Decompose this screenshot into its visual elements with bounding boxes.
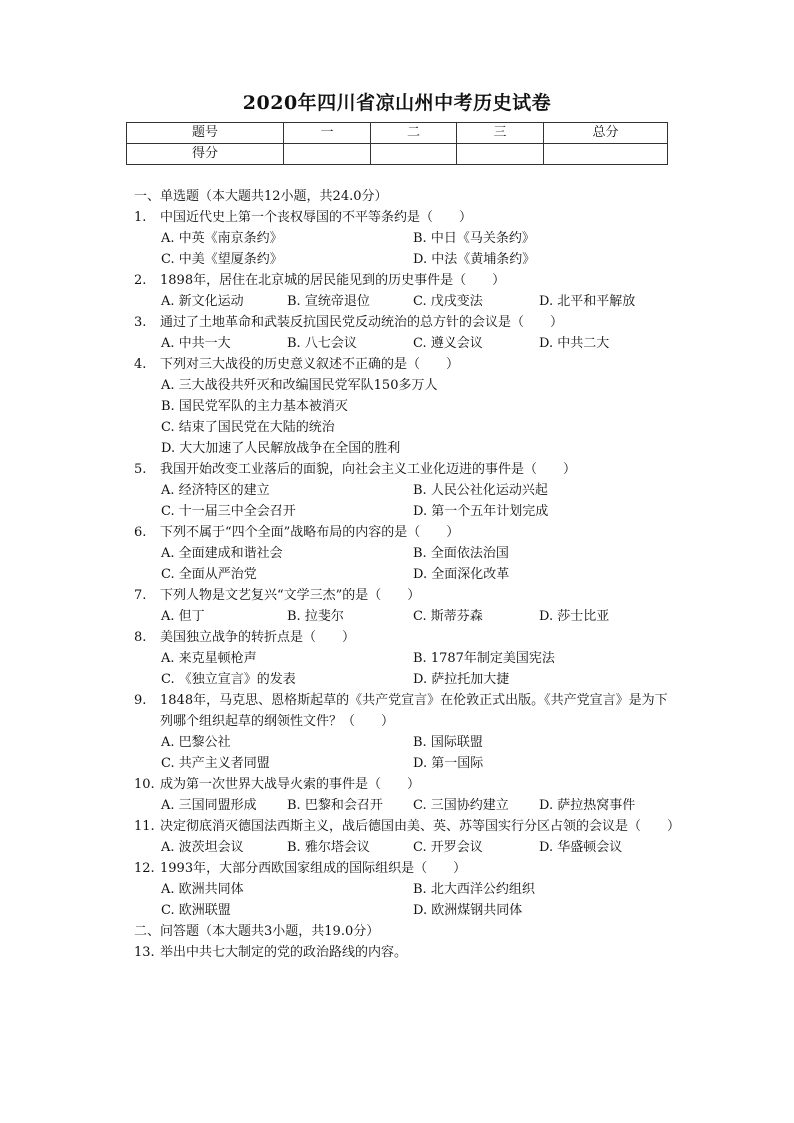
score-table xyxy=(126,122,668,165)
exam-content xyxy=(134,186,681,963)
option-row xyxy=(161,396,674,417)
option-b: B. 八七会议 xyxy=(287,336,357,351)
option-row xyxy=(161,501,674,522)
option-row xyxy=(161,333,674,354)
question-text: 通过了土地革命和武装反抗国民党反动统治的总方针的会议是（ ） xyxy=(160,315,564,330)
option-c: C. 中美《望厦条约》 xyxy=(161,252,283,267)
option-a: A. 来克星顿枪声 xyxy=(161,651,257,666)
question-stem xyxy=(134,774,674,795)
question-stem xyxy=(134,270,674,291)
question-text: 下列对三大战役的历史意义叙述不正确的是（ ） xyxy=(160,357,460,372)
question-number: 9. xyxy=(134,693,147,708)
question-number: 3. xyxy=(134,315,147,330)
question-text: 中国近代史上第一个丧权辱国的不平等条约是（ ） xyxy=(160,210,473,225)
option-b: B. 宣统帝退位 xyxy=(287,294,370,309)
question-stem xyxy=(134,207,674,228)
option-d: D. 第一国际 xyxy=(413,756,484,771)
option-c: C. 戊戌变法 xyxy=(413,294,483,309)
question-stem xyxy=(134,459,674,480)
option-a: A. 经济特区的建立 xyxy=(161,483,270,498)
question-number: 1. xyxy=(134,210,147,225)
option-row xyxy=(161,795,674,816)
question-text: 美国独立战争的转折点是（ ） xyxy=(160,630,356,645)
option-row xyxy=(161,249,674,270)
option-b: B. 中日《马关条约》 xyxy=(413,231,535,246)
option-c: C. 三国协约建立 xyxy=(413,798,509,813)
option-d: D. 萨拉热窝事件 xyxy=(539,798,636,813)
option-a: A. 全面建成和谐社会 xyxy=(161,546,283,561)
question-text: 举出中共七大制定的党的政治路线的内容。 xyxy=(160,945,408,960)
option-c: C. 结束了国民党在大陆的统治 xyxy=(161,420,335,435)
page-title: 2020年四川省凉山州中考历史试卷 xyxy=(242,92,552,114)
question-stem xyxy=(134,942,674,963)
option-a: A. 新文化运动 xyxy=(161,294,244,309)
option-row xyxy=(161,879,674,900)
question-stem xyxy=(134,312,674,333)
question-item xyxy=(134,354,674,459)
options xyxy=(134,543,674,585)
question-stem xyxy=(134,627,674,648)
question-item xyxy=(134,774,674,816)
option-b: B. 人民公社化运动兴起 xyxy=(413,483,548,498)
question-item xyxy=(134,312,674,354)
option-b: B. 1787年制定美国宪法 xyxy=(413,651,555,666)
option-row xyxy=(161,732,674,753)
option-a: A. 巴黎公社 xyxy=(161,735,231,750)
option-row xyxy=(161,669,674,690)
option-row xyxy=(161,375,674,396)
question-text: 我国开始改变工业落后的面貌，向社会主义工业化迈进的事件是（ ） xyxy=(160,462,577,477)
score-cell xyxy=(284,144,371,165)
option-a: A. 波茨坦会议 xyxy=(161,840,244,855)
score-cell xyxy=(371,144,457,165)
option-row xyxy=(161,606,674,627)
option-c: C. 遵义会议 xyxy=(413,336,483,351)
question-text: 1898年，居住在北京城的居民能见到的历史事件是（ ） xyxy=(160,273,506,288)
question-number: 7. xyxy=(134,588,147,603)
question-number: 2. xyxy=(134,273,147,288)
section-heading: 一、单选题（本大题共12小题，共24.0分） xyxy=(134,189,388,204)
option-a: A. 中英《南京条约》 xyxy=(161,231,283,246)
score-cell xyxy=(544,144,668,165)
option-c: C. 十一届三中全会召开 xyxy=(161,504,296,519)
options xyxy=(134,648,674,690)
option-d: D. 萨拉托加大捷 xyxy=(413,672,510,687)
option-a: A. 欧洲共同体 xyxy=(161,882,244,897)
option-b: B. 北大西洋公约组织 xyxy=(413,882,535,897)
option-row xyxy=(161,648,674,669)
question-text: 下列不属于“四个全面”战略布局的内容的是（ ） xyxy=(160,525,460,540)
options xyxy=(134,291,674,312)
score-table-header-row xyxy=(127,123,668,144)
option-d: D. 全面深化改革 xyxy=(413,567,510,582)
question-item xyxy=(134,270,674,312)
question-stem xyxy=(134,816,681,837)
option-d: D. 大大加速了人民解放战争在全国的胜利 xyxy=(161,441,401,456)
option-c: C. 斯蒂芬森 xyxy=(413,609,483,624)
option-d: D. 第一个五年计划完成 xyxy=(413,504,549,519)
option-row xyxy=(161,438,674,459)
option-b: B. 全面依法治国 xyxy=(413,546,509,561)
option-a: A. 中共一大 xyxy=(161,336,231,351)
option-row xyxy=(161,228,674,249)
score-cell xyxy=(457,144,544,165)
question-item xyxy=(134,942,674,963)
option-c: C. 欧洲联盟 xyxy=(161,903,231,918)
question-number: 8. xyxy=(134,630,147,645)
score-table-score-row xyxy=(127,144,668,165)
header-part-3: 三 xyxy=(457,123,544,144)
options xyxy=(134,606,674,627)
header-question-number: 题号 xyxy=(127,123,284,144)
header-part-2: 二 xyxy=(371,123,457,144)
section-heading: 二、问答题（本大题共3小题，共19.0分） xyxy=(134,924,380,939)
question-text: 决定彻底消灭德国法西斯主义，战后德国由美、英、苏等国实行分区占领的会议是（ ） xyxy=(160,819,681,834)
question-item xyxy=(134,207,674,270)
option-a: A. 但丁 xyxy=(161,609,205,624)
option-row xyxy=(161,543,674,564)
option-c: C. 全面从严治党 xyxy=(161,567,257,582)
question-stem xyxy=(134,354,674,375)
question-text: 1993年，大部分西欧国家组成的国际组织是（ ） xyxy=(160,861,467,876)
score-row-label: 得分 xyxy=(127,144,284,165)
question-item xyxy=(134,816,681,858)
option-d: D. 北平和平解放 xyxy=(539,294,636,309)
question-item xyxy=(134,459,674,522)
question-text: 1848年，马克思、恩格斯起草的《共产党宣言》在伦敦正式出版。《共产党宣言》是为下列哪个组织起草的纲领性文件？（ ） xyxy=(160,693,668,729)
question-stem xyxy=(134,690,674,732)
option-c: C. 《独立宣言》的发表 xyxy=(161,672,296,687)
options xyxy=(134,795,674,816)
options xyxy=(134,228,674,270)
options xyxy=(134,375,674,459)
options xyxy=(134,333,674,354)
option-row xyxy=(161,900,674,921)
question-number: 6. xyxy=(134,525,147,540)
option-row xyxy=(161,417,674,438)
options xyxy=(134,879,674,921)
option-row xyxy=(161,480,674,501)
question-item xyxy=(134,858,674,921)
option-d: D. 莎士比亚 xyxy=(539,609,610,624)
header-total: 总分 xyxy=(544,123,668,144)
question-number: 13. xyxy=(134,945,155,960)
option-row xyxy=(161,753,674,774)
option-row xyxy=(161,564,674,585)
question-number: 5. xyxy=(134,462,147,477)
option-row xyxy=(161,837,674,858)
options xyxy=(134,837,674,858)
option-b: B. 巴黎和会召开 xyxy=(287,798,383,813)
option-d: D. 欧洲煤钢共同体 xyxy=(413,903,523,918)
question-stem xyxy=(134,858,674,879)
option-c: C. 开罗会议 xyxy=(413,840,483,855)
option-a: A. 三大战役共歼灭和改编国民党军队150多万人 xyxy=(161,378,438,393)
question-stem xyxy=(134,522,674,543)
question-number: 4. xyxy=(134,357,147,372)
option-b: B. 国民党军队的主力基本被消灭 xyxy=(161,399,348,414)
option-d: D. 中共二大 xyxy=(539,336,610,351)
option-d: D. 中法《黄埔条约》 xyxy=(413,252,536,267)
option-row xyxy=(161,291,674,312)
question-number: 11. xyxy=(134,819,155,834)
question-number: 10. xyxy=(134,777,155,792)
question-item xyxy=(134,627,674,690)
question-text: 成为第一次世界大战导火索的事件是（ ） xyxy=(160,777,421,792)
question-number: 12. xyxy=(134,861,155,876)
question-item xyxy=(134,522,674,585)
options xyxy=(134,732,674,774)
question-stem xyxy=(134,585,674,606)
option-b: B. 雅尔塔会议 xyxy=(287,840,370,855)
option-c: C. 共产主义者同盟 xyxy=(161,756,270,771)
option-b: B. 国际联盟 xyxy=(413,735,483,750)
option-a: A. 三国同盟形成 xyxy=(161,798,257,813)
question-text: 下列人物是文艺复兴“文学三杰”的是（ ） xyxy=(160,588,421,603)
question-item xyxy=(134,690,674,774)
question-item xyxy=(134,585,674,627)
option-b: B. 拉斐尔 xyxy=(287,609,344,624)
options xyxy=(134,480,674,522)
header-part-1: 一 xyxy=(284,123,371,144)
option-d: D. 华盛顿会议 xyxy=(539,840,623,855)
